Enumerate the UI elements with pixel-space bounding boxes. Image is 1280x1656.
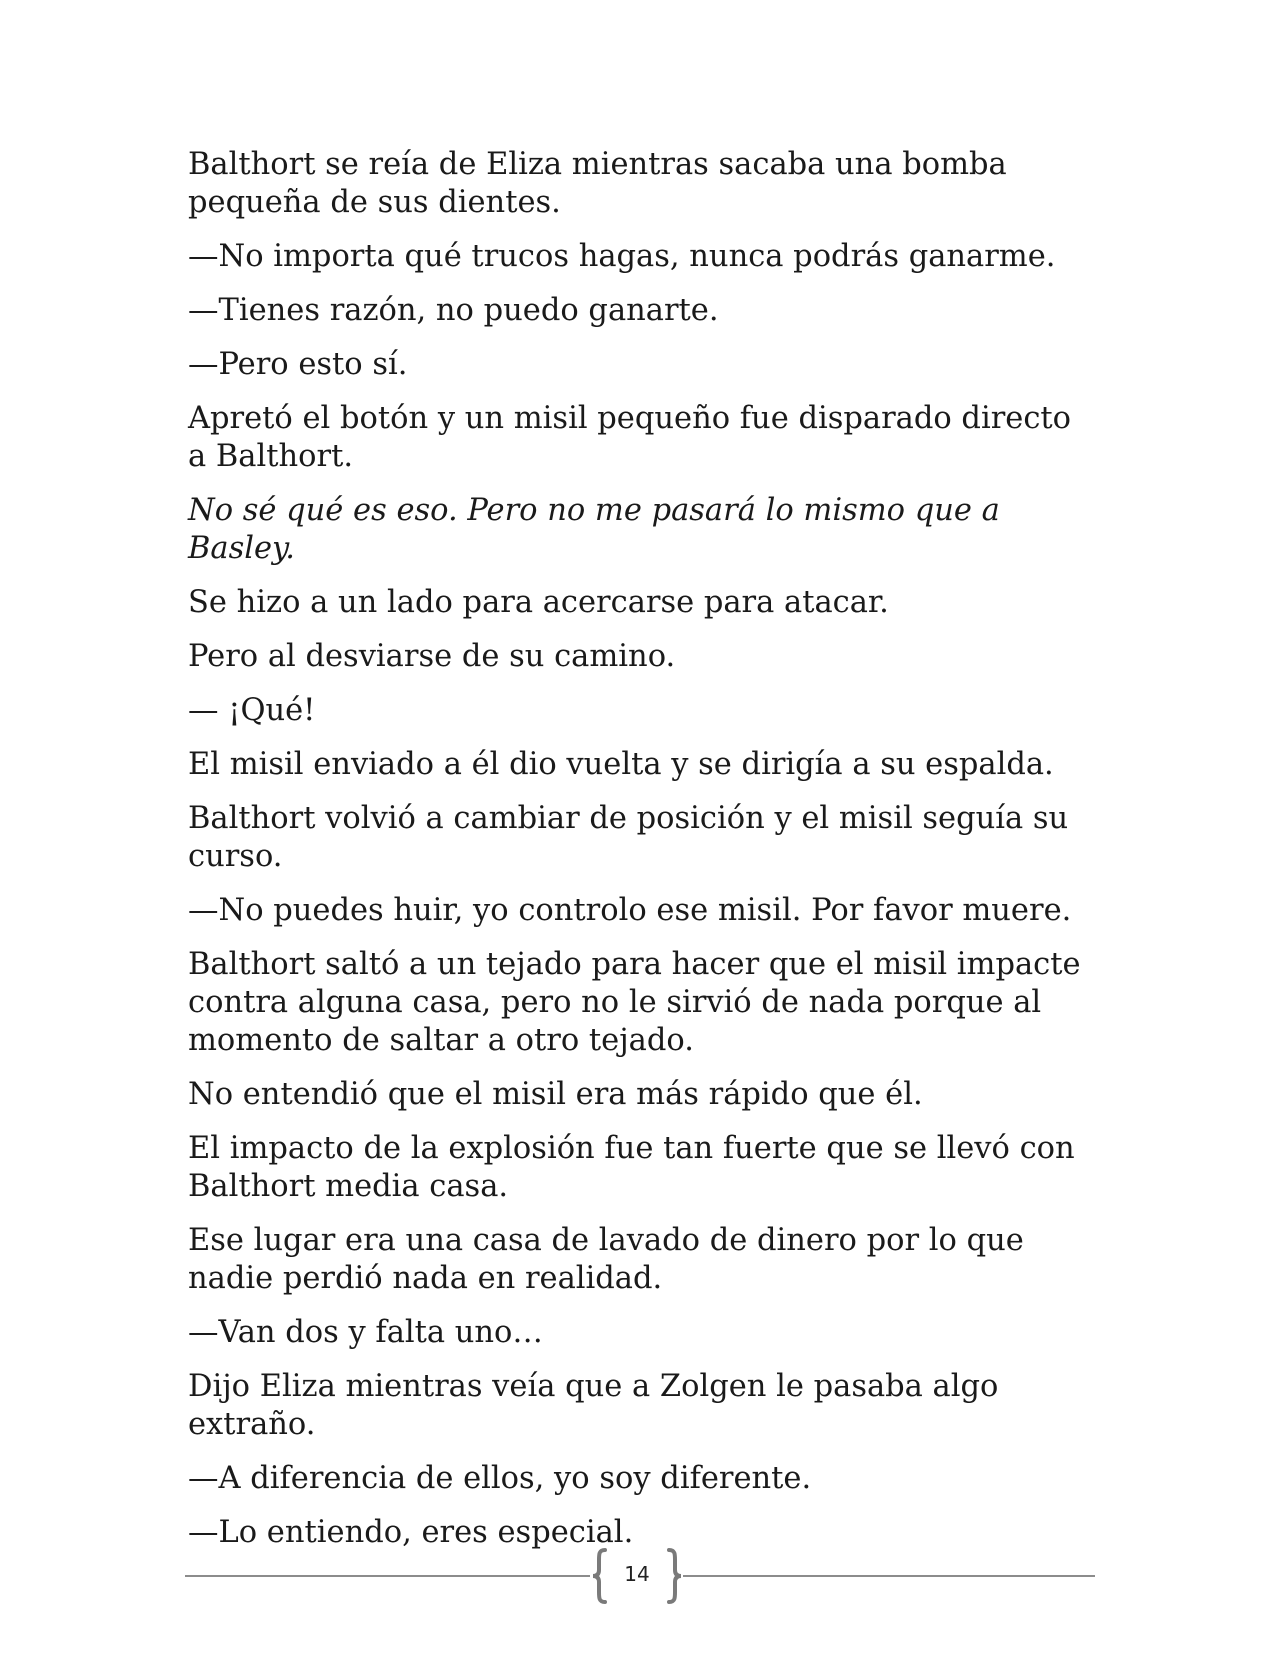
paragraph: —Van dos y falta uno… xyxy=(188,1315,543,1350)
paragraph: —Lo entiendo, eres especial. xyxy=(188,1515,634,1550)
paragraph: Balthort se reía de Eliza mientras sacaba una bomba pequeña de sus dientes. xyxy=(188,147,1007,220)
footer-rule-right xyxy=(683,1575,1095,1577)
page-footer xyxy=(185,1546,1095,1606)
page-number-badge xyxy=(591,1546,683,1606)
paragraph: — ¡Qué! xyxy=(188,693,316,728)
paragraph: Ese lugar era una casa de lavado de dinero por lo que nadie perdió nada en realidad. xyxy=(188,1223,1024,1296)
paragraph: El misil enviado a él dio vuelta y se dirigía a su espalda. xyxy=(188,747,1054,782)
paragraph: Pero al desviarse de su camino. xyxy=(188,639,676,674)
paragraph: Dijo Eliza mientras veía que a Zolgen le pasaba algo extraño. xyxy=(188,1369,999,1442)
paragraph: —No puedes huir, yo controlo ese misil. Por favor muere. xyxy=(188,893,1072,928)
paragraph: No entendió que el misil era más rápido que él. xyxy=(188,1077,923,1112)
paragraph: El impacto de la explosión fue tan fuerte que se llevó con Balthort media casa. xyxy=(188,1131,1075,1204)
page-number: 14 xyxy=(624,1562,650,1586)
body-text xyxy=(188,146,1088,1568)
paragraph: Apretó el botón y un misil pequeño fue disparado directo a Balthort. xyxy=(188,401,1072,474)
paragraph: Se hizo a un lado para acercarse para atacar. xyxy=(188,585,889,620)
paragraph: —Pero esto sí. xyxy=(188,347,408,382)
italic-paragraph: No sé qué es eso. Pero no me pasará lo mismo que a Basley. xyxy=(188,493,1000,566)
paragraph: Balthort volvió a cambiar de posición y el misil seguía su curso. xyxy=(188,801,1069,874)
footer-rule-left xyxy=(185,1575,590,1577)
paragraph: —Tienes razón, no puedo ganarte. xyxy=(188,293,719,328)
paragraph: —A diferencia de ellos, yo soy diferente. xyxy=(188,1461,812,1496)
paragraph: Balthort saltó a un tejado para hacer que el misil impacte contra alguna casa, pero no le sirvió de nada porque al momento de saltar a otro tejado. xyxy=(188,947,1081,1058)
paragraph: —No importa qué trucos hagas, nunca podrás ganarme. xyxy=(188,239,1056,274)
